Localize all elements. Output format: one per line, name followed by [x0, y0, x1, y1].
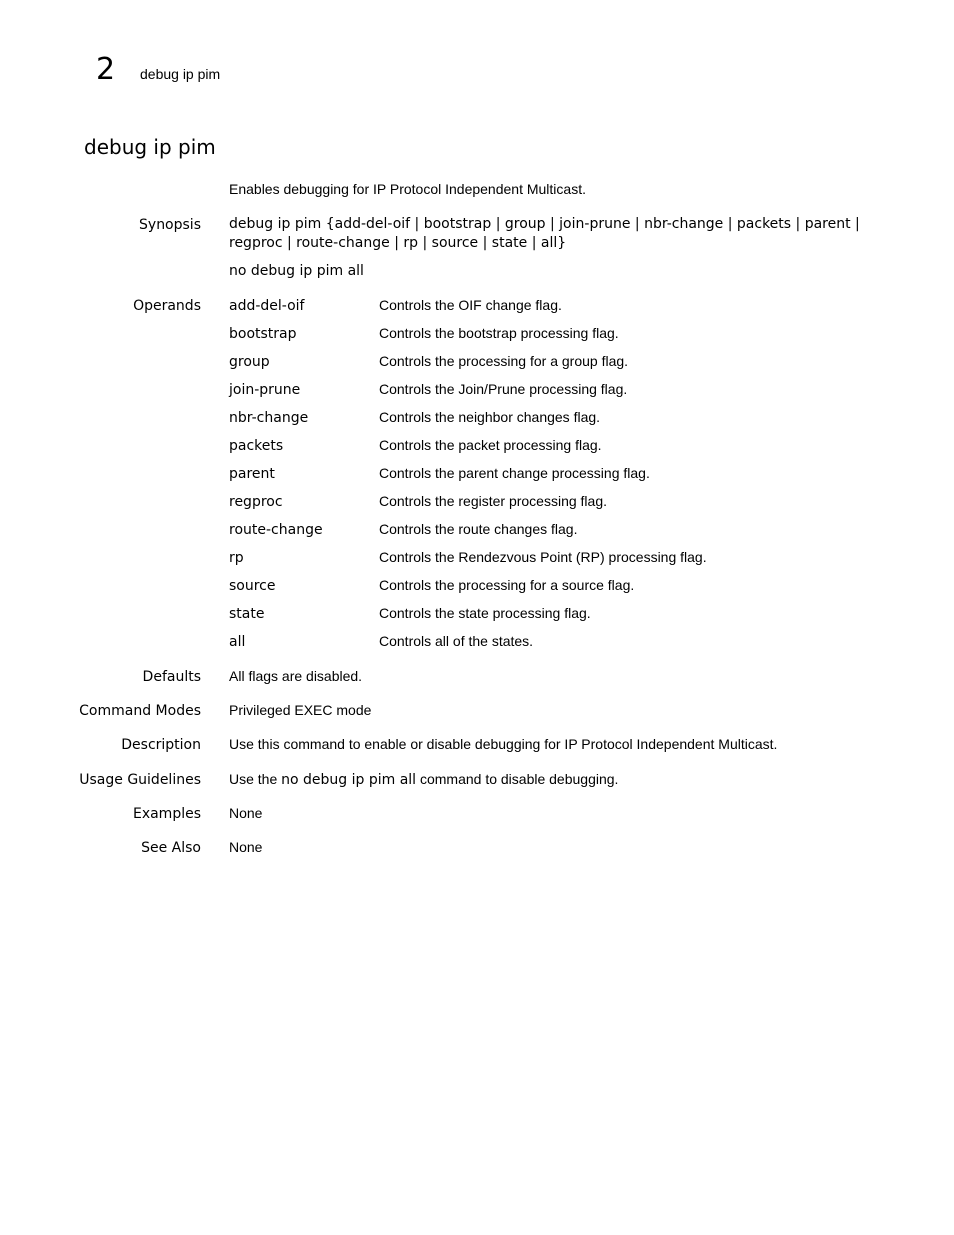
operand-name: route-change [229, 522, 323, 538]
syn-tok: all [540, 235, 558, 251]
description-text: Use this command to enable or disable debugging for IP Protocol Independent Multicast. [229, 736, 778, 752]
usage-suffix: command to disable debugging. [416, 771, 619, 787]
syn-tok: { [321, 216, 335, 232]
syn-tok: | [410, 216, 424, 232]
syn-tok: | [630, 216, 645, 232]
see-also-label: See Also [141, 840, 201, 856]
syn-tok: } [557, 235, 567, 251]
operand-name: state [229, 606, 265, 622]
syn-tok: debug ip pim [229, 216, 322, 232]
see-also-text: None [229, 839, 263, 855]
operand-description: Controls the processing for a source flag. [379, 577, 635, 593]
operand-description: Controls the packet processing flag. [379, 437, 602, 453]
synopsis-label: Synopsis [139, 217, 201, 233]
syn-tok: add-del-oif [334, 216, 411, 232]
operands-label: Operands [133, 298, 201, 314]
operand-name: rp [229, 550, 244, 566]
operand-description: Controls the bootstrap processing flag. [379, 325, 619, 341]
syn-tok: | [418, 235, 432, 251]
syn-tok: state [491, 235, 528, 251]
syn-tok: nbr-change [644, 216, 724, 232]
operand-name: regproc [229, 494, 283, 510]
syn-tok: | [723, 216, 737, 232]
defaults-text: All flags are disabled. [229, 668, 363, 684]
operand-name: bootstrap [229, 326, 297, 342]
command-modes-label: Command Modes [79, 703, 201, 719]
description-label: Description [121, 737, 201, 753]
syn-tok: parent [804, 216, 851, 232]
operand-description: Controls the OIF change flag. [379, 297, 562, 313]
syn-tok: group [504, 216, 546, 232]
operand-name: source [229, 578, 276, 594]
operand-name: nbr-change [229, 410, 309, 426]
usage-prefix: Use the [229, 771, 282, 787]
synopsis-line-2 [229, 234, 869, 253]
operand-description: Controls the Join/Prune processing flag. [379, 381, 628, 397]
operand-name: add-del-oif [229, 298, 305, 314]
examples-text: None [229, 805, 263, 821]
operand-name: parent [229, 466, 275, 482]
defaults-label: Defaults [142, 669, 201, 685]
syn-tok: | [491, 216, 505, 232]
usage-text [229, 770, 869, 790]
chapter-number: 2 [96, 52, 116, 87]
operand-name: join-prune [229, 382, 301, 398]
syn-tok: | [545, 216, 560, 232]
syn-tok: | [282, 235, 297, 251]
syn-tok: route-change [296, 235, 390, 251]
syn-tok: | [389, 235, 404, 251]
operand-description: Controls the register processing flag. [379, 493, 607, 509]
page-title: debug ip pim [84, 135, 216, 159]
syn-tok: | [478, 235, 492, 251]
syn-tok: join-prune [559, 216, 631, 232]
syn-tok: source [431, 235, 479, 251]
operand-description: Controls all of the states. [379, 633, 534, 649]
examples-label: Examples [132, 806, 201, 822]
operand-name: group [229, 354, 270, 370]
operand-description: Controls the Rendezvous Point (RP) processing flag. [379, 549, 707, 565]
synopsis-negation: no debug ip pim all [229, 263, 364, 279]
synopsis-line-1 [229, 215, 869, 234]
syn-tok: | [527, 235, 541, 251]
operand-name: all [229, 634, 246, 650]
operand-description: Controls the state processing flag. [379, 605, 591, 621]
usage-command: no debug ip pim all [281, 772, 417, 788]
syn-tok: packets [736, 216, 792, 232]
syn-tok: | [850, 216, 860, 232]
operand-description: Controls the processing for a group flag. [379, 353, 629, 369]
syn-tok: | [791, 216, 805, 232]
running-title: debug ip pim [140, 66, 221, 82]
usage-label: Usage Guidelines [79, 772, 201, 788]
operand-description: Controls the route changes flag. [379, 521, 578, 537]
syn-tok: rp [403, 235, 419, 251]
operand-description: Controls the parent change processing flag. [379, 465, 650, 481]
operand-name: packets [229, 438, 284, 454]
command-modes-text: Privileged EXEC mode [229, 702, 372, 718]
syn-tok: bootstrap [423, 216, 492, 232]
syn-tok: regproc [229, 235, 283, 251]
summary: Enables debugging for IP Protocol Independent Multicast. [229, 181, 586, 197]
operand-description: Controls the neighbor changes flag. [379, 409, 601, 425]
